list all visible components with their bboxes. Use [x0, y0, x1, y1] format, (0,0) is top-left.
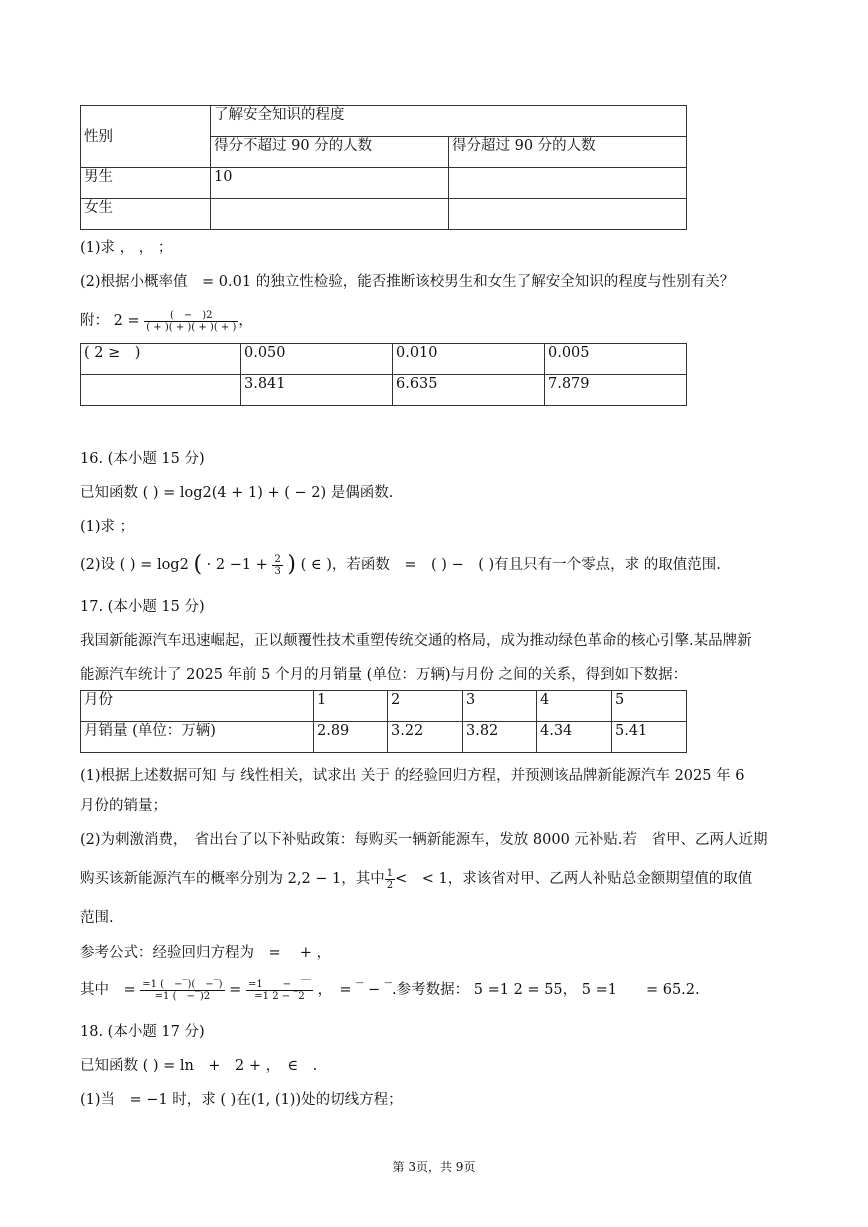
chi-square-numerator: ( − )2 [144, 310, 238, 322]
month-cell: 4 [537, 691, 612, 722]
header-gender: 性别 [81, 106, 211, 168]
header-knowledge-level: 了解安全知识的程度 [211, 106, 687, 137]
q17-part2-line2-prefix: 购买该新能源汽车的概率分别为 2,2 − 1，其中 [80, 871, 385, 887]
header-score-gt90: 得分超过 90 分的人数 [449, 137, 687, 168]
slope-fraction-1-numerator: =1 ( −‾)( −‾) [142, 978, 223, 990]
q15-part1: (1)求 ， ， ； [80, 240, 173, 256]
fraction-denominator: 2 [386, 879, 394, 891]
reference-sum-2: 5 =1 = 65.2. [581, 982, 700, 998]
q17-reference-formula: 参考公式：经验回归方程为 = + ， [80, 945, 332, 961]
page-footer: 第 3页，共 9页 [392, 1160, 476, 1174]
chi-square-denominator: ( + )( + )( + )( + ) [146, 321, 237, 333]
chi-square-fraction [144, 310, 238, 333]
appendix-label: 附： [80, 313, 109, 329]
sales-cell: 4.34 [537, 722, 612, 753]
cell-male-le90: 10 [211, 168, 449, 199]
sales-cell: 3.82 [463, 722, 537, 753]
q17-intro-line1: 我国新能源汽车迅速崛起，正以颠覆性技术重塑传统交通的格局，成为推动绿色革命的核心引擎.某品牌新 [80, 633, 752, 649]
one-half-fraction [385, 868, 395, 891]
chi-square-end: ， [238, 313, 253, 329]
row-label-month: 月份 [81, 691, 314, 722]
k-value-1: 6.635 [393, 375, 545, 406]
q17-intro-line2: 能源汽车统计了 2025 年前 5 个月的月销量 (单位：万辆)与月份 之间的关系，得到如下数据： [80, 667, 688, 683]
q16-part2 [80, 552, 721, 578]
q18-title: 18. (本小题 17 分) [80, 1024, 205, 1040]
month-cell: 3 [463, 691, 537, 722]
k-value-0: 3.841 [241, 375, 393, 406]
q18-stem: 已知函数 ( ) = ln + 2 + ， ∈ . [80, 1058, 318, 1074]
equals-sign: = [229, 982, 242, 998]
slope-fraction-1-denominator: =1 ( −‾)2 [154, 990, 211, 1002]
slope-fraction-2-denominator: =1 2 − ‾2 [254, 990, 305, 1002]
header-score-le90: 得分不超过 90 分的人数 [211, 137, 449, 168]
sales-cell: 3.22 [388, 722, 463, 753]
row-label-sales: 月销量 (单位：万辆) [81, 722, 314, 753]
open-paren: ( [193, 552, 203, 577]
q16-stem: 已知函数 ( ) = log2(4 + 1) + ( − 2) 是偶函数. [80, 485, 394, 501]
q17-regression-formulas [80, 975, 700, 1005]
close-paren: ) [287, 552, 297, 577]
month-cell: 5 [612, 691, 687, 722]
q17-title: 17. (本小题 15 分) [80, 599, 205, 615]
q17-part2-line2 [80, 866, 752, 892]
p-value-2: 0.005 [545, 344, 687, 375]
critical-value-table [80, 343, 687, 406]
q17-part2-line2-suffix: < < 1，求该省对甲、乙两人补贴总金额期望值的取值 [395, 871, 753, 887]
sales-cell: 5.41 [612, 722, 687, 753]
row-label-male: 男生 [81, 168, 211, 199]
p-value-0: 0.050 [241, 344, 393, 375]
regression-prefix: 其中 = [80, 982, 136, 998]
q18-part1: (1)当 = −1 时，求 ( )在(1, (1))处的切线方程； [80, 1092, 403, 1108]
p-value-1: 0.010 [393, 344, 545, 375]
fraction-numerator: 2 [274, 553, 281, 565]
two-thirds-fraction [272, 554, 282, 577]
q15-part2: (2)根据小概率值 = 0.01 的独立性检验，能否推断该校男生和女生了解安全知识的程度与性别有关？ [80, 274, 735, 290]
q17-part1-line1: (1)根据上述数据可知 与 线性相关，试求出 关于 的经验回归方程，并预测该品牌新能源汽车 2025 年 6 [80, 768, 745, 784]
q17-part2-line3: 范围. [80, 910, 114, 926]
q17-part2-line1: (2)为刺激消费， 省出台了以下补贴政策：每购买一辆新能源车，发放 8000 元补贴.若 省甲、乙两人近期 [80, 832, 768, 848]
cell-female-gt90 [449, 199, 687, 230]
month-cell: 2 [388, 691, 463, 722]
reference-sum-1: 5 =1 2 = 55， [473, 982, 578, 998]
sales-cell: 2.89 [314, 722, 388, 753]
header-probability: ( 2 ≥ ) [81, 344, 241, 375]
gender-knowledge-table [80, 105, 687, 230]
fraction-denominator: 3 [274, 565, 281, 577]
row-label-female: 女生 [81, 199, 211, 230]
monthly-sales-table [80, 690, 687, 753]
header-k [81, 375, 241, 406]
intercept-formula: ， = ‾ − ‾.参考数据： [317, 982, 470, 998]
q16-part2-inner: · 2 −1 + [206, 557, 268, 573]
q16-part1: (1)求 ； [80, 519, 135, 535]
k-value-2: 7.879 [545, 375, 687, 406]
q16-title: 16. (本小题 15 分) [80, 451, 205, 467]
slope-fraction-1 [140, 979, 224, 1002]
q16-part2-prefix: (2)设 ( ) = log2 [80, 557, 189, 573]
q17-part1-line2: 月份的销量； [80, 798, 167, 814]
slope-fraction-2-numerator: =1 − ‾‾ [247, 978, 312, 990]
chi-square-lhs: 2 = [113, 313, 140, 329]
fraction-numerator: 1 [386, 867, 394, 879]
month-cell: 1 [314, 691, 388, 722]
cell-male-gt90 [449, 168, 687, 199]
q15-appendix-formula [80, 308, 253, 334]
q16-part2-suffix: ( ∈ )，若函数 = ( ) − ( )有且只有一个零点，求 的取值范围. [300, 557, 721, 573]
cell-female-le90 [211, 199, 449, 230]
slope-fraction-2 [246, 979, 313, 1002]
